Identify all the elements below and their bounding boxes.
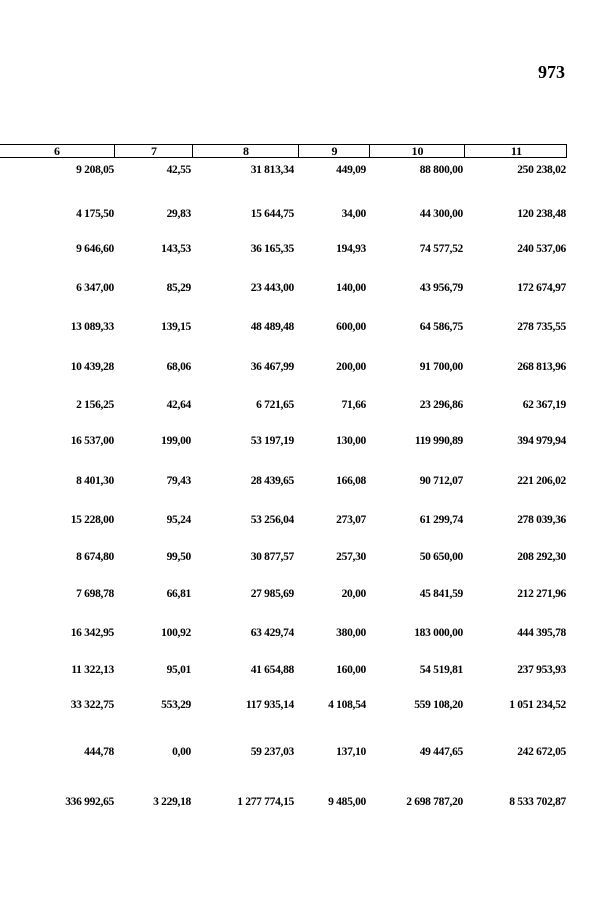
table-cell: 119 990,89 — [414, 435, 463, 447]
table-cell: 36 165,35 — [250, 243, 294, 255]
table-cell: 237 953,93 — [517, 664, 566, 676]
table-cell: 79,43 — [166, 475, 191, 487]
table-cell: 1 277 774,15 — [237, 796, 294, 808]
table-cell: 16 537,00 — [70, 435, 114, 447]
table-cell: 600,00 — [336, 321, 366, 333]
table-cell: 394 979,94 — [517, 435, 566, 447]
table-cell: 4 108,54 — [328, 699, 366, 711]
table-cell: 6 721,65 — [256, 399, 294, 411]
table-cell: 2 698 787,20 — [406, 796, 463, 808]
table-cell: 62 367,19 — [522, 399, 566, 411]
table-cell: 42,55 — [166, 164, 191, 176]
table-cell: 250 238,02 — [517, 164, 566, 176]
table-cell: 66,81 — [166, 588, 191, 600]
table-cell: 95,01 — [166, 664, 191, 676]
table-cell: 559 108,20 — [414, 699, 463, 711]
table-cell: 43 956,79 — [419, 282, 463, 294]
table-cell: 0,00 — [172, 746, 191, 758]
table-cell: 20,00 — [341, 588, 366, 600]
table-cell: 36 467,99 — [250, 361, 294, 373]
table-cell: 268 813,96 — [517, 361, 566, 373]
table-cell: 2 156,25 — [76, 399, 114, 411]
table-cell: 34,00 — [341, 208, 366, 220]
table-cell: 8 533 702,87 — [509, 796, 566, 808]
table-cell: 100,92 — [161, 627, 191, 639]
table-cell: 30 877,57 — [250, 551, 294, 563]
table-header — [0, 144, 567, 158]
table-cell: 6 347,00 — [76, 282, 114, 294]
table-cell: 27 985,69 — [250, 588, 294, 600]
table-cell: 137,10 — [336, 746, 366, 758]
table-cell: 16 342,95 — [70, 627, 114, 639]
table-cell: 273,07 — [336, 514, 366, 526]
table-cell: 64 586,75 — [419, 321, 463, 333]
table-cell: 3 229,18 — [153, 796, 191, 808]
table-cell: 11 322,13 — [71, 664, 114, 676]
table-cell: 61 299,74 — [419, 514, 463, 526]
table-cell: 140,00 — [336, 282, 366, 294]
table-cell: 9 485,00 — [328, 796, 366, 808]
table-cell: 130,00 — [336, 435, 366, 447]
table-cell: 15 644,75 — [250, 208, 294, 220]
table-cell: 278 039,36 — [517, 514, 566, 526]
table-cell: 59 237,03 — [250, 746, 294, 758]
table-cell: 45 841,59 — [419, 588, 463, 600]
table-cell: 553,29 — [161, 699, 191, 711]
table-cell: 71,66 — [341, 399, 366, 411]
table-cell: 200,00 — [336, 361, 366, 373]
table-cell: 4 175,50 — [76, 208, 114, 220]
table-cell: 48 489,48 — [250, 321, 294, 333]
column-header: 10 — [369, 145, 465, 157]
table-cell: 183 000,00 — [414, 627, 463, 639]
table-cell: 7 698,78 — [76, 588, 114, 600]
table-cell: 29,83 — [166, 208, 191, 220]
table-cell: 172 674,97 — [517, 282, 566, 294]
table-cell: 10 439,28 — [70, 361, 114, 373]
table-cell: 53 197,19 — [250, 435, 294, 447]
table-cell: 242 672,05 — [517, 746, 566, 758]
table-cell: 8 401,30 — [76, 475, 114, 487]
table-cell: 68,06 — [166, 361, 191, 373]
table-cell: 143,53 — [161, 243, 191, 255]
table-cell: 444,78 — [84, 746, 114, 758]
table-cell: 23 443,00 — [250, 282, 294, 294]
table-cell: 88 800,00 — [419, 164, 463, 176]
table-cell: 28 439,65 — [250, 475, 294, 487]
table-cell: 166,08 — [336, 475, 366, 487]
table-cell: 278 735,55 — [517, 321, 566, 333]
table-cell: 23 296,86 — [419, 399, 463, 411]
table-cell: 120 238,48 — [517, 208, 566, 220]
table-cell: 85,29 — [166, 282, 191, 294]
table-cell: 212 271,96 — [517, 588, 566, 600]
table-cell: 95,24 — [166, 514, 191, 526]
table-cell: 139,15 — [161, 321, 191, 333]
table-cell: 208 292,30 — [517, 551, 566, 563]
table-cell: 13 089,33 — [70, 321, 114, 333]
table-cell: 1 051 234,52 — [509, 699, 566, 711]
table-cell: 74 577,52 — [419, 243, 463, 255]
column-header: 11 — [464, 145, 568, 157]
column-header: 7 — [114, 145, 193, 157]
table-cell: 160,00 — [336, 664, 366, 676]
table-cell: 33 322,75 — [70, 699, 114, 711]
table-cell: 91 700,00 — [419, 361, 463, 373]
table-cell: 53 256,04 — [250, 514, 294, 526]
table-cell: 50 650,00 — [419, 551, 463, 563]
table-cell: 44 300,00 — [419, 208, 463, 220]
table-cell: 257,30 — [336, 551, 366, 563]
table-cell: 63 429,74 — [250, 627, 294, 639]
table-cell: 449,09 — [336, 164, 366, 176]
table-cell: 117 935,14 — [245, 699, 294, 711]
table-cell: 9 646,60 — [76, 243, 114, 255]
column-header: 9 — [298, 145, 370, 157]
table-cell: 9 208,05 — [76, 164, 114, 176]
table-cell: 380,00 — [336, 627, 366, 639]
table-cell: 444 395,78 — [517, 627, 566, 639]
table-cell: 31 813,34 — [250, 164, 294, 176]
table-cell: 194,93 — [336, 243, 366, 255]
page-number: 973 — [538, 62, 565, 82]
table-cell: 49 447,65 — [419, 746, 463, 758]
table-cell: 8 674,80 — [76, 551, 114, 563]
table-cell: 221 206,02 — [517, 475, 566, 487]
table-cell: 90 712,07 — [419, 475, 463, 487]
column-header: 6 — [54, 144, 60, 158]
table-cell: 99,50 — [166, 551, 191, 563]
table-cell: 15 228,00 — [70, 514, 114, 526]
table-cell: 41 654,88 — [250, 664, 294, 676]
table-cell: 54 519,81 — [419, 664, 463, 676]
table-cell: 42,64 — [166, 399, 191, 411]
table-cell: 240 537,06 — [517, 243, 566, 255]
table-cell: 336 992,65 — [65, 796, 114, 808]
column-header: 8 — [192, 145, 299, 157]
table-cell: 199,00 — [161, 435, 191, 447]
